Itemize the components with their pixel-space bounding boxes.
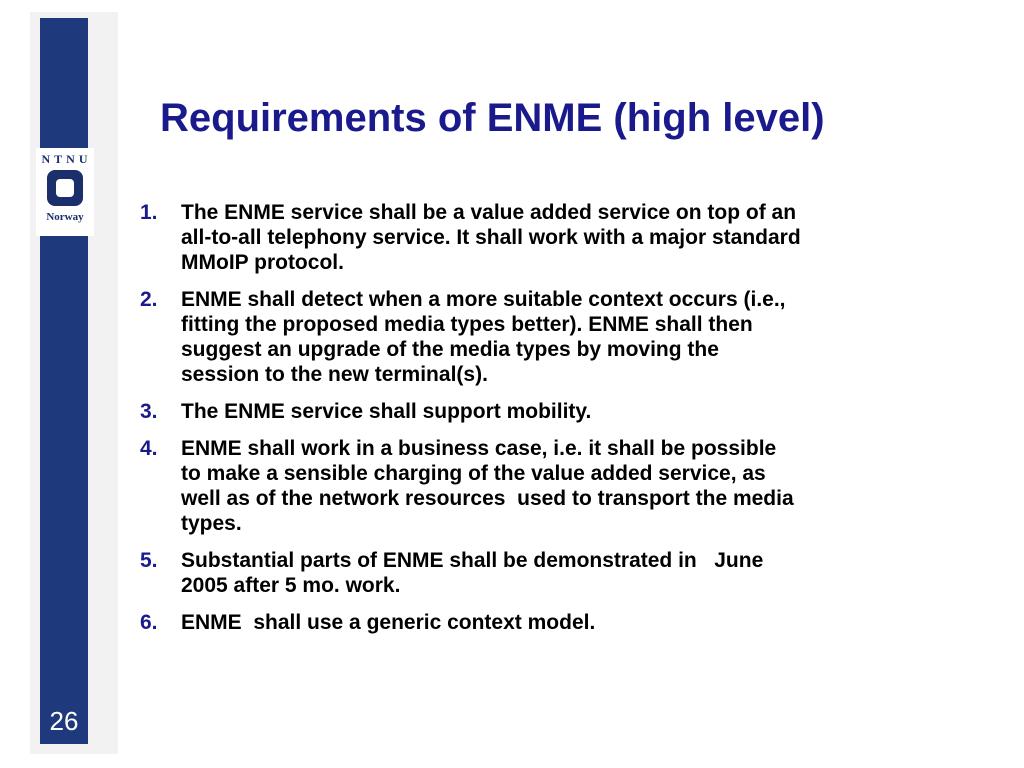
logo-text-ntnu: NTNU [41, 152, 92, 166]
item-text: ENME shall use a generic context model. [181, 611, 596, 634]
item-number: 5. [140, 549, 158, 572]
list-item [140, 287, 960, 387]
page-number: 26 [49, 706, 79, 736]
list-item [140, 200, 960, 275]
ntnu-logo [36, 148, 94, 236]
list-item [140, 399, 960, 424]
list-item [140, 436, 960, 536]
item-number: 2. [140, 288, 158, 311]
list-item [140, 610, 960, 635]
item-text: ENME shall work in a business case, i.e. it shall be possible to make a sensible charging of the value added service, as well as of the network resources used to transport the media types. [181, 437, 794, 535]
item-number: 6. [140, 611, 158, 634]
requirements-list [140, 200, 960, 647]
sidebar-bar [40, 18, 88, 744]
item-number: 3. [140, 400, 158, 423]
item-text: The ENME service shall support mobility. [181, 400, 592, 423]
logo-mark-icon [47, 170, 83, 206]
item-text: ENME shall detect when a more suitable context occurs (i.e., fitting the proposed media types better). ENME shall then suggest an upgrade of the media types by moving the session to the new terminal(s). [181, 288, 786, 386]
item-text: The ENME service shall be a value added service on top of an all-to-all telephony service. It shall work with a major standard MMoIP protocol. [181, 201, 801, 274]
logo-text-norway: Norway [46, 211, 84, 223]
slide-title: Requirements of ENME (high level) [160, 96, 825, 140]
list-item [140, 548, 960, 598]
item-text: Substantial parts of ENME shall be demonstrated in June 2005 after 5 mo. work. [181, 549, 764, 597]
item-number: 1. [140, 201, 158, 224]
item-number: 4. [140, 437, 158, 460]
